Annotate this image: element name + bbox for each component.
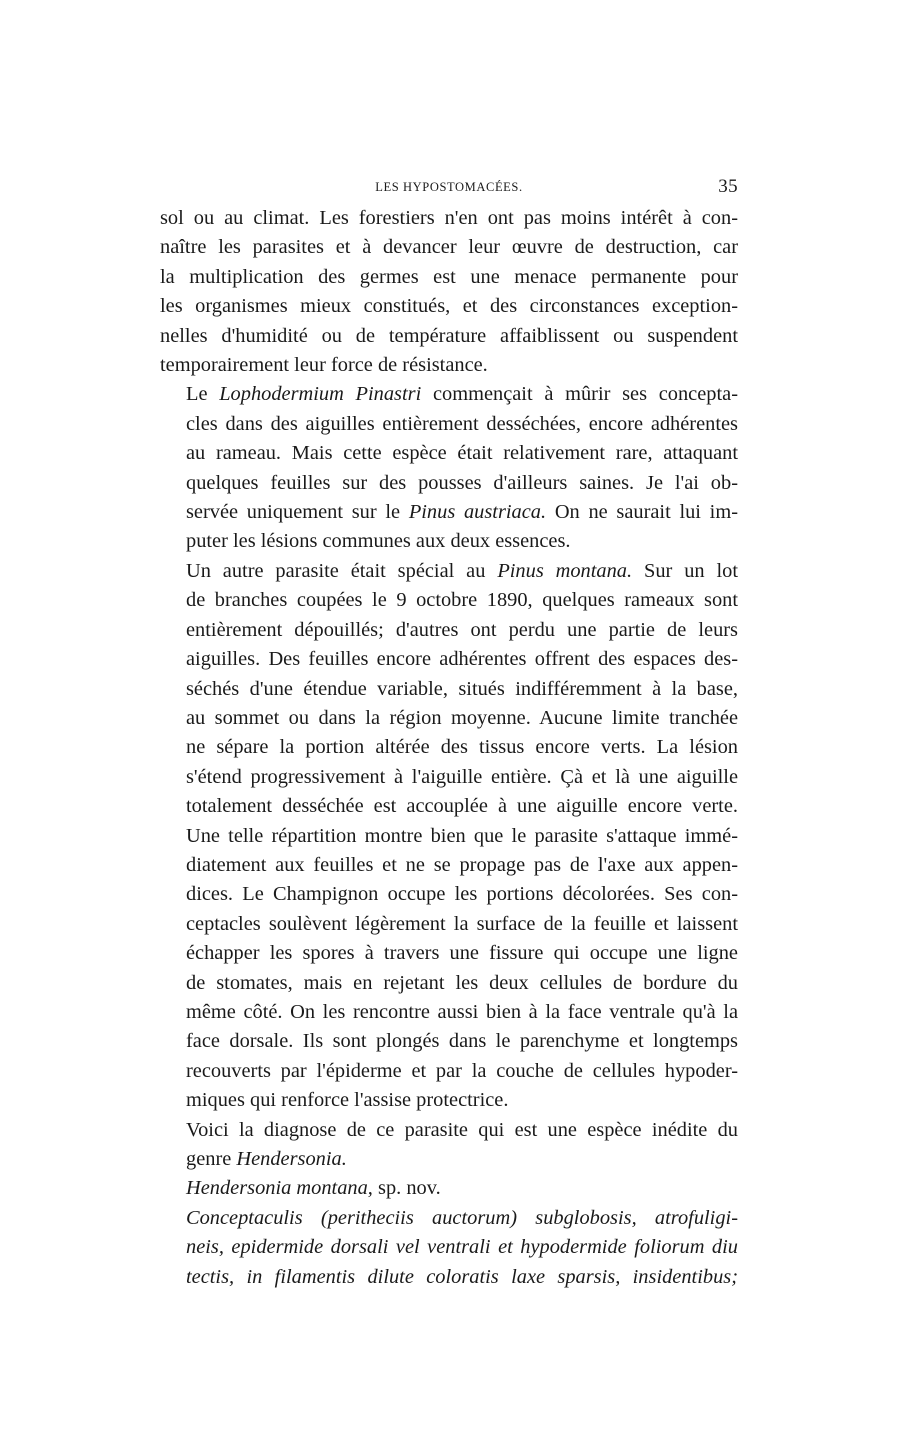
text-line: ceptacles soulèvent légèrement la surface de la feuille et laissent <box>186 912 738 935</box>
text-line: au sommet ou dans la région moyenne. Aucune limite tranchée <box>186 706 738 729</box>
text-line: échapper les spores à travers une fissure qui occupe une ligne <box>186 942 738 965</box>
text-line: de branches coupées le 9 octobre 1890, quelques rameaux sont <box>186 589 738 612</box>
text-line: diatement aux feuilles et ne se propage pas de l'axe aux appen- <box>186 853 738 876</box>
text-line: entièrement dépouillés; d'autres ont perdu une partie de leurs <box>186 618 738 641</box>
text-line: cles dans des aiguilles entièrement desséchées, encore adhérentes <box>186 412 738 435</box>
text-line <box>160 1174 738 1203</box>
text-line: séchés d'une étendue variable, situés indifféremment à la base, <box>186 677 738 700</box>
text-line: temporairement leur force de résistance. <box>160 354 488 377</box>
page-number: 35 <box>718 176 738 197</box>
paragraph-4 <box>160 1116 738 1175</box>
taxon-name: Pinus montana. <box>497 559 633 582</box>
latin-diagnosis <box>160 1204 738 1292</box>
text-line: la multiplication des germes est une menace permanente pour <box>160 265 738 288</box>
running-title: LES HYPOSTOMACÉES. <box>375 180 523 194</box>
text-line: les organismes mieux constitués, et des circonstances exception- <box>160 295 738 318</box>
text-line: miques qui renforce l'assise protectrice. <box>186 1089 509 1112</box>
book-page <box>160 176 738 1292</box>
text-line: Voici la diagnose de ce parasite qui est une espèce inédite du <box>186 1118 738 1141</box>
text-line: totalement desséchée est accouplée à une aiguille encore verte. <box>186 795 738 818</box>
taxon-name: Lophodermium Pinastri <box>219 383 422 406</box>
text-line <box>160 380 738 409</box>
text-line: ne sépare la portion altérée des tissus encore verts. La lésion <box>186 736 738 759</box>
text-run: sp. nov. <box>372 1177 441 1200</box>
text-line: face dorsale. Ils sont plongés dans le parenchyme et longtemps <box>186 1030 738 1053</box>
taxon-name: Hendersonia. <box>236 1148 347 1170</box>
text-run: commençait à mûrir ses concepta- <box>421 383 738 406</box>
text-line: dices. Le Champignon occupe les portions décolorées. Ses con- <box>186 883 738 906</box>
text-line: naître les parasites et à devancer leur œuvre de destruction, car <box>160 236 738 259</box>
taxon-name: Pinus austriaca. <box>408 501 547 524</box>
text-run: genre <box>186 1148 237 1170</box>
species-heading <box>160 1174 738 1203</box>
text-run: servée uniquement sur le <box>186 501 409 524</box>
text-run: On ne saurait lui im- <box>546 501 738 524</box>
text-line: nelles d'humidité ou de température affaiblissent ou suspendent <box>160 324 738 347</box>
text-line: neis, epidermide dorsali vel ventrali et hypodermide foliorum diu <box>186 1236 738 1259</box>
paragraph-1 <box>160 204 738 380</box>
text-line <box>160 557 738 586</box>
text-line: quelques feuilles sur des pousses d'ailleurs saines. Je l'ai ob- <box>186 471 738 494</box>
text-run: Sur un lot <box>632 559 738 582</box>
text-line: au rameau. Mais cette espèce était relativement rare, attaquant <box>186 442 738 465</box>
text-line: s'étend progressivement à l'aiguille entière. Çà et là une aiguille <box>186 765 738 788</box>
paragraph-3 <box>160 557 738 1116</box>
running-head <box>160 176 738 204</box>
text-run: Le <box>186 383 220 406</box>
text-line <box>160 498 738 527</box>
taxon-name: Hendersonia montana, <box>186 1177 373 1200</box>
text-line: sol ou au climat. Les forestiers n'en ont pas moins intérêt à con- <box>160 207 738 229</box>
text-line: puter les lésions communes aux deux essences. <box>186 530 571 553</box>
text-line: tectis, in filamentis dilute coloratis laxe sparsis, insidentibus; <box>186 1265 738 1288</box>
text-line: aiguilles. Des feuilles encore adhérentes offrent des espaces des- <box>186 648 738 671</box>
text-run: Un autre parasite était spécial au <box>186 559 498 582</box>
text-line: Conceptaculis (peritheciis auctorum) subglobosis, atrofuligi- <box>186 1206 738 1229</box>
text-line: même côté. On les rencontre aussi bien à la face ventrale qu'à la <box>186 1000 738 1023</box>
paragraph-2 <box>160 380 738 556</box>
text-line: de stomates, mais en rejetant les deux cellules de bordure du <box>186 971 738 994</box>
text-line: recouverts par l'épiderme et par la couche de cellules hypoder- <box>186 1059 738 1082</box>
text-line <box>160 1145 738 1174</box>
text-line: Une telle répartition montre bien que le parasite s'attaque immé- <box>186 824 738 847</box>
body-text <box>160 204 738 1292</box>
